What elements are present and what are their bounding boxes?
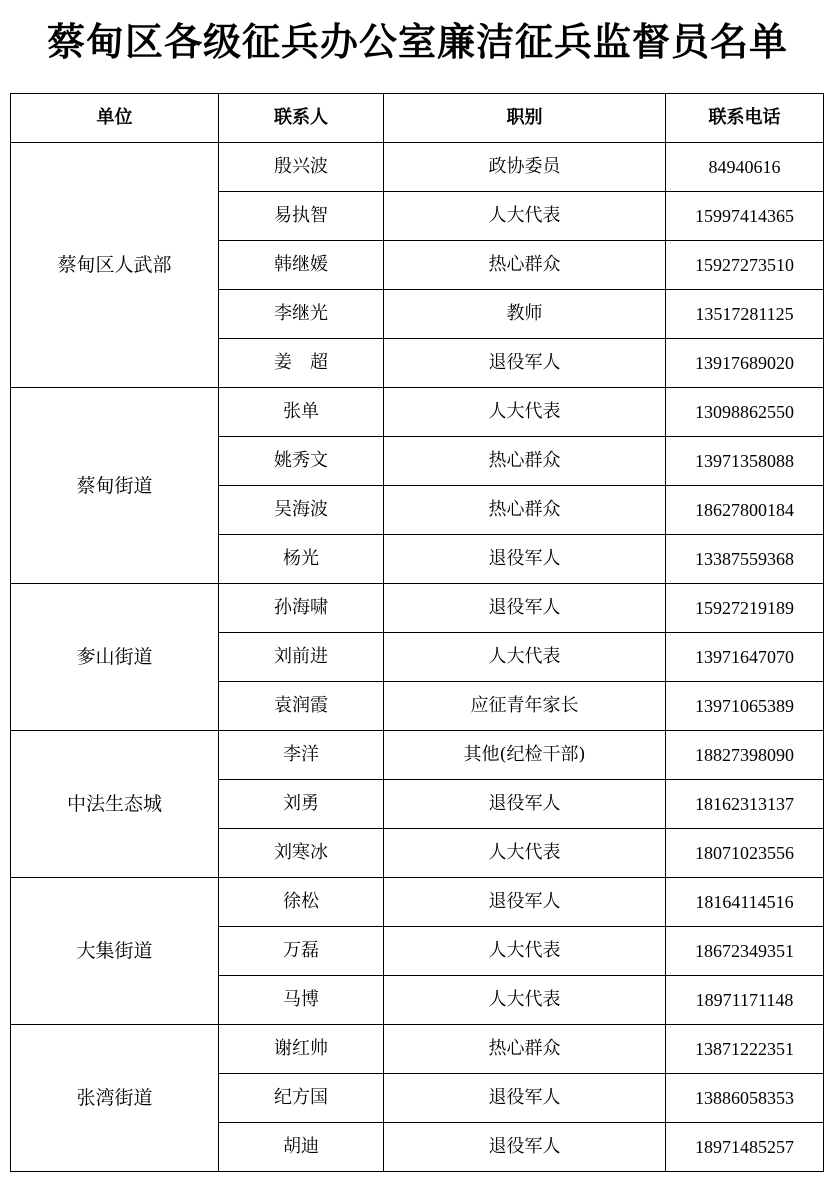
unit-cell: 大集街道: [11, 878, 219, 1025]
column-header-phone: 联系电话: [666, 94, 824, 143]
position-cell: 热心群众: [384, 241, 666, 290]
table-row: [11, 388, 824, 437]
contact-name-cell: 姚秀文: [219, 437, 384, 486]
position-cell: 热心群众: [384, 1025, 666, 1074]
phone-cell: 13387559368: [666, 535, 824, 584]
table-row: [11, 878, 824, 927]
table-header-row: [11, 94, 824, 143]
phone-cell: 13886058353: [666, 1074, 824, 1123]
phone-cell: 18164114516: [666, 878, 824, 927]
contact-name-cell: 谢红帅: [219, 1025, 384, 1074]
position-cell: 人大代表: [384, 633, 666, 682]
table-body: [11, 143, 824, 1172]
phone-cell: 15997414365: [666, 192, 824, 241]
phone-cell: 18162313137: [666, 780, 824, 829]
phone-cell: 18627800184: [666, 486, 824, 535]
contact-name-cell: 殷兴波: [219, 143, 384, 192]
supervisor-table: [10, 93, 824, 1172]
column-header-position: 职别: [384, 94, 666, 143]
unit-cell: 蔡甸区人武部: [11, 143, 219, 388]
position-cell: 人大代表: [384, 388, 666, 437]
position-cell: 人大代表: [384, 829, 666, 878]
phone-cell: 15927219189: [666, 584, 824, 633]
phone-cell: 15927273510: [666, 241, 824, 290]
contact-name-cell: 姜 超: [219, 339, 384, 388]
phone-cell: 13517281125: [666, 290, 824, 339]
contact-name-cell: 易执智: [219, 192, 384, 241]
unit-cell: 张湾街道: [11, 1025, 219, 1172]
phone-cell: 13971065389: [666, 682, 824, 731]
position-cell: 退役军人: [384, 535, 666, 584]
position-cell: 退役军人: [384, 1074, 666, 1123]
contact-name-cell: 张单: [219, 388, 384, 437]
column-header-contact: 联系人: [219, 94, 384, 143]
contact-name-cell: 马博: [219, 976, 384, 1025]
position-cell: 教师: [384, 290, 666, 339]
contact-name-cell: 孙海啸: [219, 584, 384, 633]
phone-cell: 13971647070: [666, 633, 824, 682]
contact-name-cell: 纪方国: [219, 1074, 384, 1123]
phone-cell: 18071023556: [666, 829, 824, 878]
phone-cell: 18672349351: [666, 927, 824, 976]
contact-name-cell: 徐松: [219, 878, 384, 927]
phone-cell: 18971171148: [666, 976, 824, 1025]
unit-cell: 蔡甸街道: [11, 388, 219, 584]
contact-name-cell: 李洋: [219, 731, 384, 780]
position-cell: 退役军人: [384, 780, 666, 829]
table-row: [11, 731, 824, 780]
phone-cell: 84940616: [666, 143, 824, 192]
position-cell: 退役军人: [384, 1123, 666, 1172]
contact-name-cell: 胡迪: [219, 1123, 384, 1172]
phone-cell: 13971358088: [666, 437, 824, 486]
page-title: 蔡甸区各级征兵办公室廉洁征兵监督员名单: [46, 20, 788, 64]
table-row: [11, 584, 824, 633]
position-cell: 人大代表: [384, 192, 666, 241]
contact-name-cell: 吴海波: [219, 486, 384, 535]
position-cell: 其他(纪检干部): [384, 731, 666, 780]
contact-name-cell: 刘勇: [219, 780, 384, 829]
position-cell: 退役军人: [384, 584, 666, 633]
phone-cell: 13917689020: [666, 339, 824, 388]
table-row: [11, 1025, 824, 1074]
contact-name-cell: 刘寒冰: [219, 829, 384, 878]
contact-name-cell: 杨光: [219, 535, 384, 584]
contact-name-cell: 万磊: [219, 927, 384, 976]
position-cell: 政协委员: [384, 143, 666, 192]
contact-name-cell: 韩继媛: [219, 241, 384, 290]
position-cell: 人大代表: [384, 927, 666, 976]
contact-name-cell: 李继光: [219, 290, 384, 339]
phone-cell: 13098862550: [666, 388, 824, 437]
phone-cell: 18827398090: [666, 731, 824, 780]
contact-name-cell: 袁润霞: [219, 682, 384, 731]
unit-cell: 奓山街道: [11, 584, 219, 731]
phone-cell: 18971485257: [666, 1123, 824, 1172]
position-cell: 热心群众: [384, 437, 666, 486]
contact-name-cell: 刘前进: [219, 633, 384, 682]
position-cell: 退役军人: [384, 878, 666, 927]
position-cell: 应征青年家长: [384, 682, 666, 731]
column-header-unit: 单位: [11, 94, 219, 143]
position-cell: 热心群众: [384, 486, 666, 535]
unit-cell: 中法生态城: [11, 731, 219, 878]
table-row: [11, 143, 824, 192]
phone-cell: 13871222351: [666, 1025, 824, 1074]
position-cell: 退役军人: [384, 339, 666, 388]
position-cell: 人大代表: [384, 976, 666, 1025]
